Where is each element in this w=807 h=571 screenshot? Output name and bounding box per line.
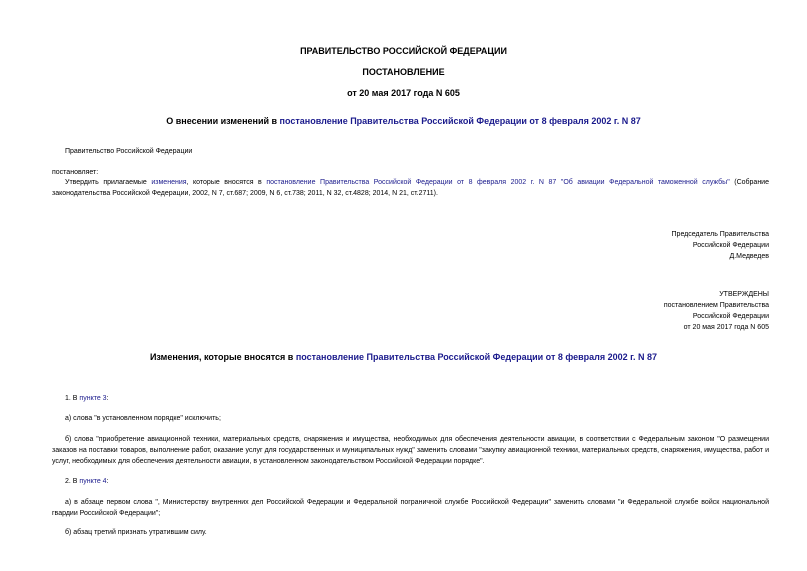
item-2-heading <box>65 476 109 487</box>
document-type-heading: ПОСТАНОВЛЕНИЕ <box>362 67 445 77</box>
changes-link[interactable]: изменения <box>151 179 187 186</box>
item-1-subitem-b: б) слова "приобретение авиационной техники, материальных средств, снаряжения и имущества, необходимых для обеспечения деятельности авиации, в соответствии с Федеральным законом "О размещении заказов на поставки товаров, выполнение работ, оказание услуг для государственных и муниципальных нужд" заменить словами "закупку авиационной техники, материальных средств, снаряжения, имущества, работ и услуг, необходимых для обеспечения деятельности авиации, в установленном законодательством Российской Федерации порядке". <box>52 436 769 465</box>
resolution-87-link[interactable]: постановление Правительства Российской Федерации от 8 февраля 2002 г. N 87 "Об авиации Федеральной таможенной службы" <box>266 179 730 186</box>
item-1-prefix: 1. В <box>65 395 80 402</box>
item-1-link[interactable]: пункте 3 <box>79 395 107 402</box>
approval-line-1: УТВЕРЖДЕНЫ <box>719 291 769 298</box>
approval-line-2: постановлением Правительства <box>663 302 769 309</box>
item-1-heading <box>65 393 109 404</box>
issuer-heading: ПРАВИТЕЛЬСТВО РОССИЙСКОЙ ФЕДЕРАЦИИ <box>300 46 507 56</box>
p1-text-c: (Собрание законодательства Российской Федерации, 2002, N 7, ст.687; 2009, N 6, ст.738; 2011, N 32, ст.4828; 2014, N 21, ст.2711). <box>52 179 769 197</box>
document-title-link[interactable]: постановление Правительства Российской Федерации от 8 февраля 2002 г. N 87 <box>279 116 641 126</box>
item-2-link[interactable]: пункте 4 <box>79 478 107 485</box>
item-2-suffix: : <box>106 478 109 485</box>
signature-name: Д.Медведев <box>729 253 769 260</box>
document-date: от 20 мая 2017 года N 605 <box>347 88 460 98</box>
p1-text-a: Утвердить прилагаемые <box>65 179 152 186</box>
item-1-subitem-a: а) слова "в установленном порядке" исключить; <box>65 415 221 422</box>
changes-title <box>0 352 807 362</box>
changes-title-prefix: Изменения, которые вносятся в <box>149 352 296 362</box>
paragraph-approve <box>52 177 769 199</box>
item-1-suffix: : <box>106 395 109 402</box>
document-title <box>0 116 807 126</box>
signature-position: Председатель Правительства <box>671 231 769 238</box>
approval-line-3: Российской Федерации <box>692 313 769 320</box>
changes-title-link[interactable]: постановление Правительства Российской Федерации от 8 февраля 2002 г. N 87 <box>295 352 658 362</box>
p1-text-b: , которые вносятся в <box>186 179 267 186</box>
item-2-subitem-a: а) в абзаце первом слова ", Министерству внутренних дел Российской Федерации и Федеральной пограничной службе Российской Федерации" заменить словами "и Федеральной службе войск национальной гвардии Российской Федерации"; <box>52 499 769 517</box>
signature-block <box>672 229 769 262</box>
document-title-prefix: О внесении изменений в <box>166 116 280 126</box>
item-2-prefix: 2. В <box>65 478 80 485</box>
signature-org: Российской Федерации <box>692 242 769 249</box>
item-2-subitem-b: б) абзац третий признать утратившим силу. <box>65 529 207 536</box>
decides-line: постановляет: <box>52 169 99 176</box>
approval-line-4: от 20 мая 2017 года N 605 <box>683 324 769 331</box>
approval-block <box>664 289 769 333</box>
author-line: Правительство Российской Федерации <box>65 148 193 155</box>
